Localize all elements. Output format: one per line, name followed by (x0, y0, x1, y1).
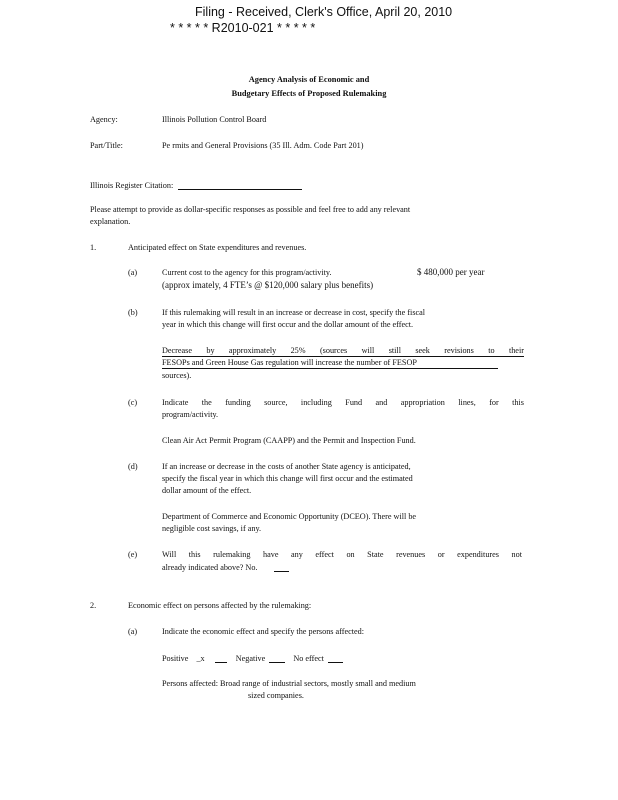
item-1e-word: expenditures (457, 550, 499, 559)
answer-word: will (361, 346, 375, 355)
register-citation-label: Illinois Register Citation: (90, 181, 174, 190)
item-1d-line1: If an increase or decrease in the costs of another State agency is anticipated, (162, 462, 411, 471)
answer-word: revisions (444, 346, 474, 355)
item-1c-word: source, (264, 398, 288, 407)
item-1d-line3: dollar amount of the effect. (162, 486, 252, 495)
item-1b-line2: year in which this change will first occur and the dollar amount of the effect. (162, 320, 414, 329)
item-1b-letter: (b) (128, 308, 138, 317)
item-1c-word: funding (225, 398, 251, 407)
item-1c-line1 (162, 398, 524, 407)
item-1c-word: appropriation (400, 398, 445, 407)
section1-heading: Anticipated effect on State expenditures and revenues. (128, 243, 307, 252)
persons-affected-line2: sized companies. (248, 691, 304, 700)
intro-line2: explanation. (90, 217, 131, 226)
filing-stamp-line1: Filing - Received, Clerk's Office, April 20, 2010 (195, 5, 453, 19)
item-1e-letter: (e) (128, 550, 138, 559)
item-1e-word: State (367, 550, 384, 559)
answer-word: (sources (319, 346, 348, 355)
item-1a-letter: (a) (128, 268, 138, 277)
negative-blank (269, 653, 285, 663)
item-1c-word: Indicate (162, 398, 189, 407)
item-1e-line2-text: already indicated above? No. (162, 563, 258, 572)
item-1c-word: lines, (458, 398, 476, 407)
item-2a-line1: Indicate the economic effect and specify the persons affected: (162, 627, 365, 636)
item-2a-letter: (a) (128, 627, 138, 636)
item-1c-word: for (489, 398, 499, 407)
item-1e-word: effect (315, 550, 334, 559)
item-1d-line2: specify the fiscal year in which this change will first occur and the estimated (162, 474, 413, 483)
negative-label: Negative (235, 654, 266, 663)
persons-affected-line1: Persons affected: Broad range of industrial sectors, mostly small and medium (162, 679, 416, 688)
item-1c-word: and (375, 398, 388, 407)
item-1b-answer-line1 (162, 346, 524, 357)
positive-value: _x (196, 654, 205, 663)
intro-line1: Please attempt to provide as dollar-specific responses as possible and feel free to add any relevant (90, 205, 411, 214)
item-1e-line2 (162, 562, 289, 572)
no-effect-label: No effect (293, 654, 324, 663)
answer-word: seek (415, 346, 430, 355)
positive-label: Positive (162, 654, 189, 663)
item-1e-word: Will (162, 550, 177, 559)
item-1d-letter: (d) (128, 462, 138, 471)
item-1b-line1: If this rulemaking will result in an increase or decrease in cost, specify the fiscal (162, 308, 426, 317)
item-1e-word: not (511, 550, 522, 559)
item-1e-word: any (291, 550, 303, 559)
item-1e-word: rulemaking (213, 550, 251, 559)
item-1a-line1: Current cost to the agency for this program/activity. (162, 268, 332, 277)
answer-word: approximately (228, 346, 277, 355)
answer-word: 25% (290, 346, 306, 355)
agency-value: Illinois Pollution Control Board (162, 115, 267, 124)
item-1b-answer-line3: sources). (162, 371, 192, 380)
item-1c-letter: (c) (128, 398, 138, 407)
item-1d-answer2: negligible cost savings, if any. (162, 524, 262, 533)
answer-word: by (206, 346, 215, 355)
item-1a-line2: (approx imately, 4 FTE’s @ $120,000 salary plus benefits) (162, 280, 374, 290)
item-1c-word: this (512, 398, 524, 407)
part-title-value: Pe rmits and General Provisions (35 Ill. Adm. Code Part 201) (162, 141, 364, 150)
item-1c-line2: program/activity. (162, 410, 219, 419)
positive-blank (215, 653, 227, 663)
item-1c-word: including (300, 398, 332, 407)
register-citation (90, 180, 302, 190)
answer-word: Decrease (162, 346, 192, 355)
answer-word: their (508, 346, 524, 355)
item-1e-word: on (346, 550, 355, 559)
agency-label: Agency: (90, 115, 118, 124)
section1-number: 1. (90, 243, 97, 252)
item-1e-word: this (188, 550, 201, 559)
filing-stamp-line2: * * * * * R2010-021 * * * * * (170, 21, 316, 35)
register-citation-blank (178, 180, 302, 190)
item-1d-answer1: Department of Commerce and Economic Opportunity (DCEO). There will be (162, 512, 417, 521)
item-1e-blank (274, 562, 289, 572)
answer-word: to (488, 346, 495, 355)
document-title-line1: Agency Analysis of Economic and (248, 75, 370, 84)
item-1c-answer: Clean Air Act Permit Program (CAAPP) and the Permit and Inspection Fund. (162, 436, 416, 445)
effect-selection-row (162, 653, 343, 663)
item-1a-amount: $ 480,000 per year (417, 267, 485, 277)
answer-word: still (388, 346, 401, 355)
item-1e-word: or (437, 550, 445, 559)
item-1c-word: the (201, 398, 212, 407)
no-effect-blank (328, 653, 343, 663)
section2-number: 2. (90, 601, 97, 610)
part-title-label: Part/Title: (90, 141, 123, 150)
item-1e-word: revenues (396, 550, 426, 559)
item-1e-line1 (162, 550, 522, 559)
item-1b-answer-line2: FESOPs and Green House Gas regulation will increase the number of FESOP (162, 358, 498, 369)
section2-heading: Economic effect on persons affected by the rulemaking: (128, 601, 312, 610)
document-title-line2: Budgetary Effects of Proposed Rulemaking (231, 89, 387, 98)
item-1c-word: Fund (345, 398, 363, 407)
item-1e-word: have (263, 550, 279, 559)
